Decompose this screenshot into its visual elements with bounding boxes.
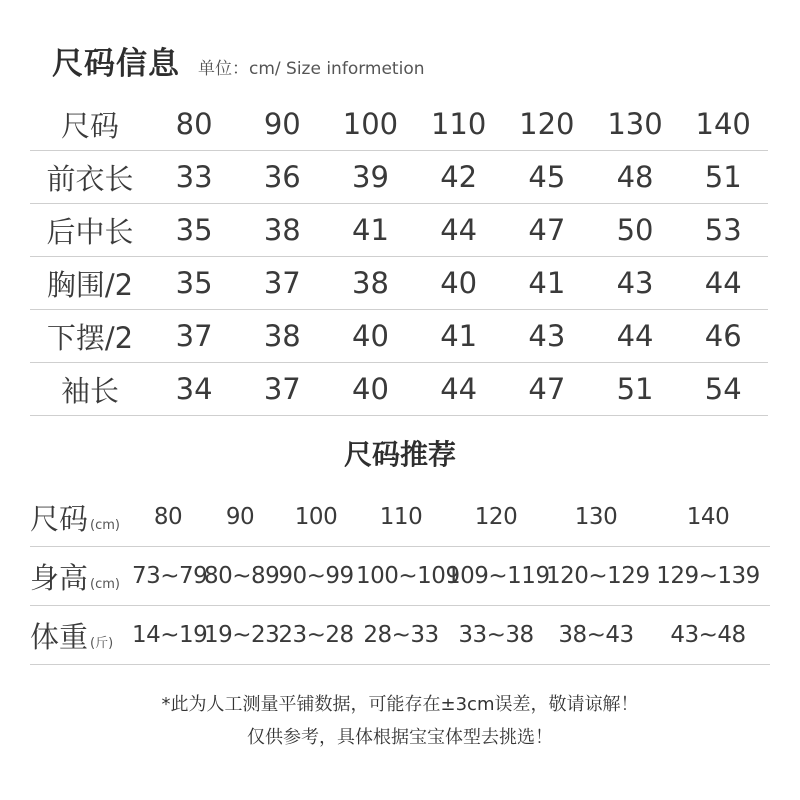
table-cell: 100: [342, 107, 399, 141]
table-row: [30, 151, 768, 204]
table-cell: 39: [352, 160, 389, 194]
row-label: 尺码: [60, 108, 119, 143]
disclaimer-line: *此为人工测量平铺数据，可能存在±3cm误差，敬请谅解！: [161, 694, 639, 715]
table-row: [30, 488, 770, 547]
table-cell: 19~23: [204, 622, 280, 648]
row-label: 袖长: [60, 373, 119, 408]
table-cell: 53: [704, 213, 742, 247]
table-cell: 35: [175, 266, 213, 300]
table-row: [30, 606, 770, 665]
table-cell: 23~28: [278, 622, 354, 648]
table-cell: 43: [616, 266, 654, 300]
table-cell: 41: [352, 213, 389, 247]
table-cell: 47: [528, 372, 566, 406]
row-label: 前衣长: [46, 161, 134, 196]
table-cell: 46: [704, 319, 742, 353]
table-cell: 37: [263, 266, 301, 300]
table-cell: 45: [528, 160, 566, 194]
table-cell: 40: [352, 319, 389, 353]
table-cell: 73~79: [132, 563, 208, 589]
table-cell: 130: [607, 107, 663, 141]
table-cell: 38: [263, 213, 301, 247]
row-label-unit: (斤): [90, 635, 114, 651]
table-cell: 36: [263, 160, 301, 194]
row-label: 胸围/2: [46, 267, 134, 302]
page-header: [52, 38, 425, 83]
table-cell: 100: [294, 504, 338, 530]
row-label-unit: (cm): [90, 517, 120, 533]
table-cell: 54: [704, 372, 742, 406]
table-cell: 44: [440, 372, 478, 406]
table-cell: 80: [175, 107, 213, 141]
table-cell: 37: [263, 372, 301, 406]
table-cell: 48: [616, 160, 654, 194]
table-cell: 38~43: [558, 622, 634, 648]
table-row: [30, 310, 768, 363]
size-recommendation-table: [30, 488, 770, 665]
table-cell: 33~38: [458, 622, 534, 648]
table-cell: 43: [528, 319, 566, 353]
row-label-unit: (cm): [90, 576, 120, 592]
row-label-text: 身高: [30, 560, 89, 595]
table-cell: 120: [474, 504, 518, 530]
row-label: [30, 556, 132, 597]
table-row: [30, 363, 768, 416]
table-cell: 140: [686, 504, 730, 530]
table-cell: 129~139: [656, 563, 760, 589]
disclaimer-notes: [0, 688, 800, 754]
table-cell: 80: [153, 504, 183, 530]
table-cell: 90~99: [278, 563, 354, 589]
table-cell: 90: [225, 504, 255, 530]
row-label-text: 尺码: [30, 501, 89, 536]
table-cell: 80~89: [204, 563, 280, 589]
table-cell: 37: [175, 319, 213, 353]
table-header-row: [30, 98, 768, 151]
table-cell: 51: [704, 160, 742, 194]
row-label: 后中长: [46, 214, 134, 249]
table-cell: 47: [528, 213, 566, 247]
table-cell: 109~119: [446, 563, 550, 589]
table-cell: 41: [528, 266, 566, 300]
table-cell: 120: [519, 107, 575, 141]
table-row: [30, 204, 768, 257]
row-label-text: 体重: [30, 619, 89, 654]
table-cell: 140: [695, 107, 751, 141]
table-cell: 42: [440, 160, 478, 194]
table-cell: 28~33: [363, 622, 439, 648]
table-cell: 110: [379, 504, 423, 530]
table-cell: 130: [574, 504, 618, 530]
table-cell: 34: [175, 372, 213, 406]
unit-label: 单位：cm/ Size informetion: [198, 59, 425, 79]
table-cell: 120~129: [546, 563, 650, 589]
table-cell: 110: [430, 107, 487, 141]
table-row: [30, 547, 770, 606]
table-cell: 14~19: [132, 622, 208, 648]
page-title: 尺码信息: [52, 46, 180, 82]
row-label: [30, 615, 132, 656]
table-cell: 38: [263, 319, 301, 353]
table-cell: 44: [440, 213, 478, 247]
table-cell: 44: [704, 266, 742, 300]
row-label: [30, 497, 132, 538]
table-cell: 40: [440, 266, 478, 300]
table-cell: 40: [352, 372, 389, 406]
table-cell: 50: [616, 213, 654, 247]
recommendation-title: 尺码推荐: [343, 438, 456, 471]
table-row: [30, 257, 768, 310]
row-label: 下摆/2: [46, 320, 134, 355]
table-cell: 33: [175, 160, 213, 194]
table-cell: 44: [616, 319, 654, 353]
table-cell: 100~109: [356, 563, 460, 589]
table-cell: 43~48: [670, 622, 746, 648]
table-cell: 38: [352, 266, 389, 300]
size-info-table: [30, 98, 768, 416]
table-cell: 51: [616, 372, 654, 406]
table-cell: 35: [175, 213, 213, 247]
disclaimer-line: 仅供参考，具体根据宝宝体型去挑选！: [247, 727, 553, 748]
table-cell: 41: [440, 319, 478, 353]
table-cell: 90: [263, 107, 301, 141]
